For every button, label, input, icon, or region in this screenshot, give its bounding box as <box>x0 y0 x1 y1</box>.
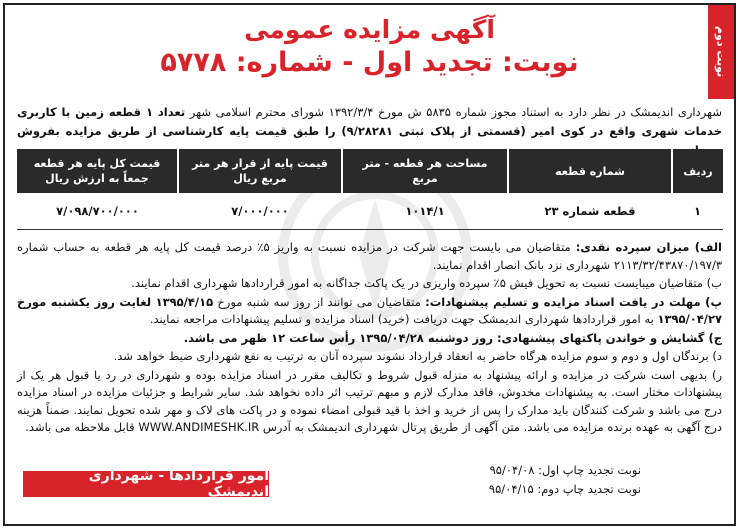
header-plot-number: شماره قطعه <box>508 149 672 193</box>
tab-label: نوبت دوم <box>714 26 728 78</box>
header-unit-price: قیمت پایه از قرار هر متر مربع ریال <box>178 149 342 193</box>
page-subtitle: نوبت: تجدید اول - شماره: ۵۷۷۸ <box>160 47 579 78</box>
table-row <box>17 193 723 230</box>
second-print-date: نوبت تجدید چاپ دوم: ۹۵/۰۴/۱۵ <box>488 482 641 496</box>
clause-a-label: الف) میزان سپرده نقدی: <box>575 240 722 254</box>
clause-p-dates: ۱۳۹۵/۴/۱۵ لغایت روز یکشنبه مورخ ۱۳۹۵/۰۴/۲۷ <box>17 294 722 326</box>
header-total-price: قیمت کل پایه هر قطعه جمعاً به ارزش ریال <box>17 149 178 193</box>
cell-area: ۱۰۱۴/۱ <box>342 193 508 230</box>
header-row-number: ردیف <box>672 149 723 193</box>
advertisement-frame <box>3 3 736 526</box>
clause-r: ر) بدیهی است شرکت در مزایده و ارائه پیشنهاد به منزله قبول شروط و تکالیف مقرر در اسناد مزایده بوده و شهرداری در رد یا قبول هر یک از پیشنهادات مختار است. به پیشنهادات مخدوش، فاقد مدارک لازم و مبهم ترتیب اثر داده نخواهد شد. سایر شرایط و جزئیات مزایده در اسناد مزایده درج می باشد و شرکت کنندگان باید مدارک را پس از خرید و اخذ با قید قبولی امضاء نموده و در پاکت های لاک و مهر شده تحویل نمایند. ضمناً هزینه درج آگهی به عهده برنده مزایده می باشد. متن آگهی از طریق پرتال شهرداری اندیمشک به آدرس WWW.ANDIMESHK.IR قابل ملاحظه می باشد. <box>17 367 722 434</box>
clauses-section <box>17 239 722 438</box>
first-print-date: نوبت تجدید چاپ اول: ۹۵/۰۴/۰۸ <box>489 463 641 477</box>
intro-text: شهرداری اندیمشک در نظر دارد به استناد مجوز شماره ۵۸۳۵ ش مورخ ۱۳۹۲/۳/۴ شورای محترم اسلامی شهر <box>185 105 722 119</box>
notice-round-tab <box>708 5 734 99</box>
plots-table <box>17 149 723 230</box>
cell-total-price: ۷/۰۹۸/۷۰۰/۰۰۰ <box>17 193 178 230</box>
footer-banner: امور قراردادها - شهرداری اندیمشک <box>23 471 269 497</box>
clause-p-label: پ) مهلت در یافت اسناد مزایده و تسلیم پیشنهادات: <box>425 294 722 309</box>
clause-a <box>17 239 722 274</box>
clause-a-text: متقاضیان می بایست جهت شرکت در مزایده نسبت به واریز ۵٪ درصد قیمت کل پایه هر قطعه به حساب شماره ۲۱۱۳/۳۲/۴۳۸۷۰/۱۹۷/۳ شهرداری نزد بانک انصار اقدام نمایند. <box>17 240 722 272</box>
cell-row-number: ۱ <box>672 193 723 230</box>
table-header-row <box>17 149 723 193</box>
clause-p-text2: به امور قراردادها شهرداری اندیمشک جهت دریافت (خرید) اسناد مزایده و تسلیم پیشنهادات مراجعه نمایند. <box>149 312 658 326</box>
intro-bold-text: تعداد ۱ قطعه زمین با کاربری خدمات شهری واقع در کوی امیر (قسمتی از پلاک ثبتی ۹/۲۸۲۸۱) را طبق قیمت پایه کارشناسی از طریق مزایده بفروش <box>17 105 722 138</box>
cell-unit-price: ۷/۰۰۰/۰۰۰ <box>178 193 342 230</box>
header-area: مساحت هر قطعه - متر مربع <box>342 149 508 193</box>
clause-p <box>17 294 722 329</box>
clause-p-text: متقاضیان می توانند از روز سه شنبه مورخ <box>213 294 426 309</box>
page-title: آگهی مزایده عمومی <box>244 15 495 44</box>
clause-j-text: ج) گشایش و خواندن پاکتهای پیشنهادی: روز دوشنبه ۱۳۹۵/۰۴/۲۸ رأس ساعت ۱۲ ظهر می باشد. <box>183 330 722 345</box>
cell-plot-number: قطعه شماره ۲۳ <box>508 193 672 230</box>
clause-d: د) برندگان اول و دوم و سوم مزایده هرگاه حاضر به انعقاد قرارداد نشوند سپرده آنان به ترتیب به نفع شهرداری ضبط خواهد شد. <box>113 349 722 363</box>
clause-j <box>17 330 722 348</box>
clause-b: ب) متقاضیان میبایست نسبت به تحویل فیش ۵٪ سپرده واریزی در یک پاکت جداگانه به امور قراردادها شهرداری اقدام نمایند. <box>131 276 722 290</box>
